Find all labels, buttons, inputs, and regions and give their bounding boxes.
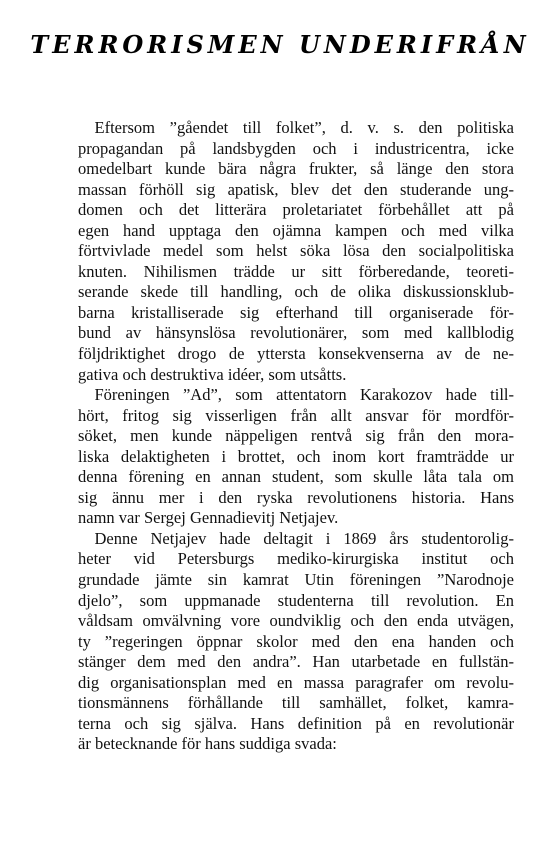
text-line: Denne Netjajev hade deltagit i 1869 års studentorolig- <box>78 528 514 548</box>
text-line: barna kristalliserade sig efterhand till organiserade för- <box>78 302 514 322</box>
text-line: liska delaktigheten i brottet, och inom kort framträdde ur <box>78 446 514 466</box>
running-head: TERRORISMEN UNDERIFRÅN <box>30 30 530 59</box>
text-line: förtvivlade medel som helst söka lösa den socialpolitiska <box>78 241 514 261</box>
body-text <box>78 118 514 755</box>
text-line: söket, men kunde näppeligen rentvå sig från den mora- <box>78 426 514 446</box>
text-line: är betecknande för hans suddiga svada: <box>78 734 337 754</box>
paragraph-1 <box>78 118 514 385</box>
text-line: egen hand upptaga den ojämna kampen och med vilka <box>78 220 514 240</box>
text-line: följdriktighet drogo de yttersta konsekvenserna av de ne- <box>78 344 514 364</box>
paragraph-2 <box>78 385 514 529</box>
text-line: tionsmännens förhållande till samhället, folket, kamra- <box>78 693 514 713</box>
text-line: grundade jämte sin kamrat Utin föreningen ”Narodnoje <box>78 570 514 590</box>
text-line: massan förhöll sig apatisk, blev det den studerande ung- <box>78 179 514 199</box>
text-line: hört, fritog sig visserligen från allt ansvar för mordför- <box>78 405 514 425</box>
text-line: namn var Sergej Gennadievitj Netjajev. <box>78 508 339 528</box>
text-line: ty ”regeringen öppnar skolor med den ena handen och <box>78 631 514 651</box>
text-line: denna förening en annan student, som skulle låta tala om <box>78 467 514 487</box>
text-line: omedelbart kunde bära några frukter, så länge den stora <box>78 159 514 179</box>
text-line: Eftersom ”gåendet till folket”, d. v. s. den politiska <box>78 118 514 137</box>
text-line: propagandan på landsbygden och i industricentra, icke <box>78 138 514 158</box>
paragraph-3 <box>78 529 514 755</box>
text-line: dig organisationsplan med en massa paragrafer om revolu- <box>78 672 514 692</box>
text-line: bund av hänsynslösa revolutionärer, som med kallblodig <box>78 323 514 343</box>
text-line: stänger dem med den andra”. Han utarbetade en fullstän- <box>78 652 514 672</box>
text-line: Föreningen ”Ad”, som attentatorn Karakozov hade till- <box>78 385 514 405</box>
text-line: heter vid Petersburgs mediko-kirurgiska institut och <box>78 549 514 569</box>
text-line: våldsam omvälvning vore oundviklig och den enda utvägen, <box>78 611 514 631</box>
text-line: domen och det litterära proletariatet förbehållet att på <box>78 200 514 220</box>
text-line: knuten. Nihilismen trädde ur sitt förberedande, teoreti- <box>78 261 514 281</box>
text-line: gativa och destruktiva idéer, som utsåtts. <box>78 364 347 384</box>
text-line: sig ännu mer i den ryska revolutionens historia. Hans <box>78 487 514 507</box>
text-line: djelo”, som uppmanade studenterna till revolution. En <box>78 590 514 610</box>
text-line: terna och sig själva. Hans definition på en revolutionär <box>78 713 514 733</box>
text-line: serande skede till handling, och de olika diskussionsklub- <box>78 282 514 302</box>
